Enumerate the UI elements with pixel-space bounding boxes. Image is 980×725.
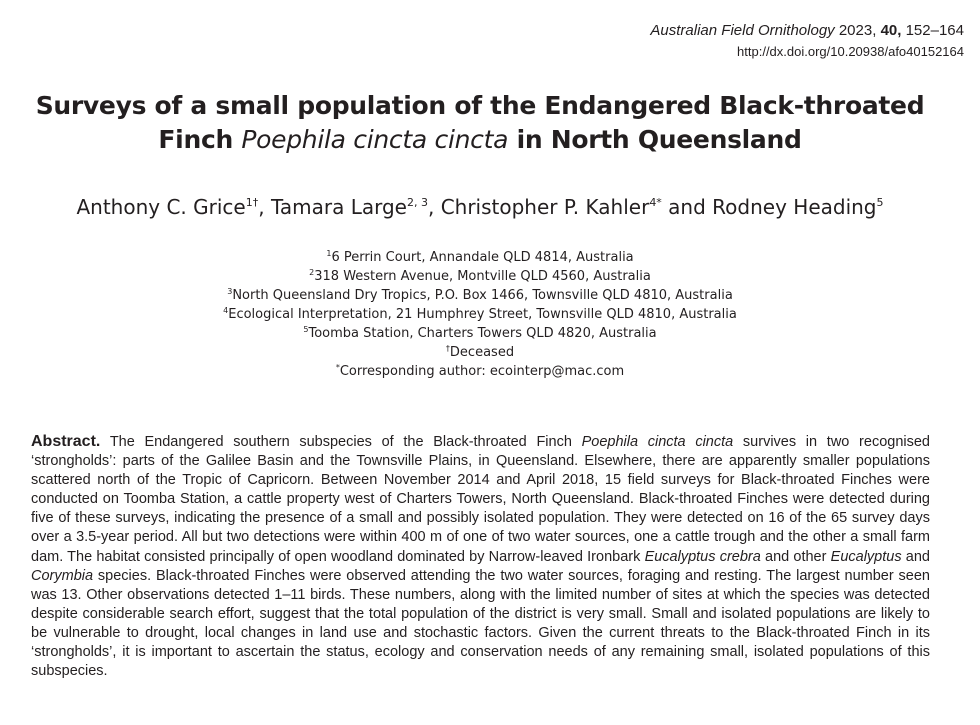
abstract-species-name: Eucalyptus crebra (644, 548, 761, 565)
affiliation-item (0, 362, 960, 381)
paper-title (0, 89, 960, 157)
abstract-label: Abstract. (31, 433, 101, 450)
affiliation-text: 318 Western Avenue, Montville QLD 4560, Australia (314, 269, 651, 284)
affiliation-mark: 5 (303, 325, 309, 334)
affiliation-mark: 2 (309, 268, 315, 277)
journal-header (650, 20, 964, 62)
affiliation-item (0, 343, 960, 362)
abstract-paragraph (31, 432, 930, 681)
abstract-genus-name: Corymbia (31, 567, 94, 584)
abstract-text: and (905, 548, 930, 565)
author-list (0, 193, 960, 221)
affiliation-item (0, 305, 960, 324)
affiliation-list (0, 248, 960, 381)
abstract-text: The Endangered southern subspecies of the Black-throated Finch (109, 434, 572, 450)
affiliation-mark: 3 (227, 287, 233, 296)
doi-link[interactable]: http://dx.doi.org/10.20938/afo40152164 (737, 44, 964, 59)
author-name: Christopher P. Kahler (440, 195, 650, 219)
journal-citation (650, 20, 964, 42)
abstract-genus-name: Eucalyptus (830, 548, 902, 565)
affiliation-text: 6 Perrin Court, Annandale QLD 4814, Australia (331, 250, 634, 265)
journal-volume: 40, (880, 22, 902, 39)
author-separator: and (668, 195, 706, 219)
affiliation-text: Corresponding author: ecointerp@mac.com (339, 364, 625, 379)
affiliation-text: Deceased (449, 345, 515, 360)
affiliation-mark: † (445, 344, 450, 353)
affiliation-item (0, 248, 960, 267)
abstract-species-name: Poephila cincta cincta (581, 434, 734, 450)
author-separator: , (258, 195, 265, 219)
journal-pages: 152–164 (905, 22, 964, 39)
author-name: Anthony C. Grice (76, 195, 246, 219)
abstract-text: and other (765, 548, 827, 565)
affiliation-mark: 1 (326, 249, 332, 258)
author-affiliation-mark: 4* (649, 196, 662, 209)
title-part-3: in North Queensland (516, 125, 802, 154)
affiliation-item (0, 286, 960, 305)
author-affiliation-mark: 2, 3 (406, 196, 428, 209)
author-name: Rodney Heading (712, 195, 877, 219)
abstract-text: species. Black-throated Finches were observed attending the two water sources, foraging and resting. The largest number seen was 13. Other observations detected 1–11 birds. These numbers, along with the limited number of sites at which the species was detected despite considerable search effort, suggest that the total population of the district is very small. Small and isolated populations are likely to be vulnerable to drought, local changes in land use and stochastic factors. Given the current threats to the Black-throated Finch in its ‘strongholds’, it is important to ascertain the status, ecology and conservation needs of any remaining small, isolated populations of this subspecies. (31, 567, 930, 680)
author-affiliation-mark: 5 (876, 196, 884, 209)
abstract-text: survives in two recognised ‘strongholds’: parts of the Galilee Basin and the Townsville Plains, in Queensland. Elsewhere, there are apparently smaller populations scattered north of the Tropic of Capricorn. Between November 2014 and April 2018, 15 field surveys for Black-throated Finches were conducted on Toomba Station, a cattle property west of Charters Towers, North Queensland. Black-throated Finches were detected during five of these surveys, indicating the presence of a small and possibly isolated population. They were detected on 16 of the 65 survey days over a 3.5-year period. All but two detections were within 400 m of one of two water sources, one a cattle trough and the other a small farm dam. The habitat consisted principally of open woodland dominated by Narrow-leaved Ironbark (31, 434, 930, 565)
author-affiliation-mark: 1† (245, 196, 259, 209)
affiliation-item (0, 324, 960, 343)
journal-year: 2023, (838, 22, 877, 39)
affiliation-mark: * (335, 363, 340, 372)
title-part-2: Finch (158, 125, 233, 154)
affiliation-text: North Queensland Dry Tropics, P.O. Box 1466, Townsville QLD 4810, Australia (232, 288, 733, 303)
author-separator: , (427, 195, 435, 219)
title-species: Poephila cincta cincta (241, 125, 509, 154)
affiliation-mark: 4 (223, 306, 229, 315)
affiliation-item (0, 267, 960, 286)
affiliation-text: Ecological Interpretation, 21 Humphrey Street, Townsville QLD 4810, Australia (228, 307, 737, 322)
journal-name: Australian Field Ornithology (650, 22, 835, 39)
affiliation-text: Toomba Station, Charters Towers QLD 4820, Australia (308, 326, 657, 341)
title-part-1: Surveys of a small population of the Endangered Black-throated (35, 91, 925, 120)
author-name: Tamara Large (270, 195, 407, 219)
